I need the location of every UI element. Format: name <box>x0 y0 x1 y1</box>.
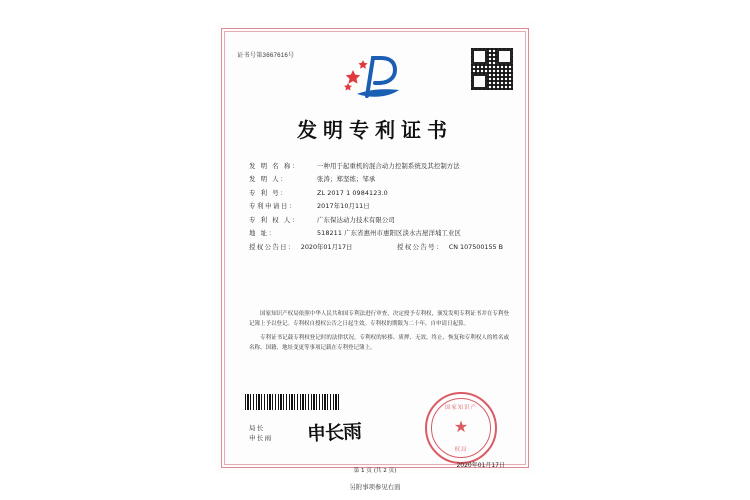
field-label: 发 明 名 称： <box>249 162 300 170</box>
barcode-icon <box>245 394 341 410</box>
seal-date: 2020年01月17日 <box>456 462 505 469</box>
field-value: 一种用于起重机的混合动力控制系统及其控制方法 <box>317 162 460 170</box>
grant-date-label: 授权公告日： <box>249 243 296 252</box>
field-row <box>249 216 509 224</box>
title-divider <box>275 148 475 149</box>
qr-code-icon <box>471 48 513 90</box>
grant-number-label: 授权公告号： <box>397 243 444 252</box>
seal-text-top: 国家知识产 <box>445 405 477 411</box>
seal-text-bottom: 权局 <box>454 447 468 453</box>
patent-certificate-sheet <box>215 22 535 474</box>
field-row <box>249 162 509 170</box>
signature-label <box>249 424 273 443</box>
grant-number-value: CN 107500155 B <box>448 243 504 252</box>
field-row <box>249 202 509 210</box>
field-label: 地 址： <box>249 228 277 237</box>
handwritten-signature: 申长雨 <box>306 420 362 446</box>
qr-finder-bottom-left <box>472 74 487 89</box>
page-title: 发明专利证书 <box>297 118 453 142</box>
grant-publication-number <box>397 242 503 251</box>
field-label: 发 明 人： <box>249 175 289 184</box>
seal-star-icon: ★ <box>453 419 469 436</box>
field-label: 专 利 号： <box>249 188 289 197</box>
grant-date <box>249 242 397 251</box>
page-number-footer: 第 1 页 (共 2 页) <box>353 468 397 474</box>
below-document-note: 另附事项参见右面 <box>349 483 401 491</box>
body-paragraph: 国家知识产权局依照中华人民共和国专利法进行审查，决定授予专利权，颁发发明专利证书并在专利登记簿上予以登记。专利权自授权公告之日起生效。专利权的期限为二十年，自申请日起算。 <box>249 311 509 327</box>
field-value: 广东保达动力技术有限公司 <box>317 215 395 224</box>
field-value: 2017年10月11日 <box>317 202 370 211</box>
field-row <box>249 189 509 197</box>
body-paragraph: 专利证书记载专利权登记时的法律状况。专利权的转移、质押、无效、终止、恢复和专利权人的姓名或名称、国籍、地址变更等事项记载在专利登记簿上。 <box>249 335 509 351</box>
field-value: 518211 广东省惠州市惠阳区淡水古屋洋埔工业区 <box>317 228 461 237</box>
official-red-seal-icon <box>425 392 497 464</box>
certificate-number: 证书号第3667616号 <box>237 52 295 59</box>
signature-title: 局长 <box>249 424 265 432</box>
field-label: 专 利 权 人： <box>249 215 300 224</box>
field-value: 张涛；郑坚练；邹承 <box>317 175 376 184</box>
certificate-fields <box>249 162 509 257</box>
certificate-body <box>249 310 509 359</box>
field-row <box>249 175 509 183</box>
field-label: 专利申请日： <box>249 202 297 211</box>
field-value: ZL 2017 1 0984123.0 <box>317 188 388 197</box>
field-row <box>249 229 509 237</box>
grant-row <box>249 242 509 251</box>
signature-name: 申长雨 <box>249 433 273 442</box>
patent-emblem-icon <box>337 50 413 102</box>
grant-date-value: 2020年01月17日 <box>300 243 353 252</box>
